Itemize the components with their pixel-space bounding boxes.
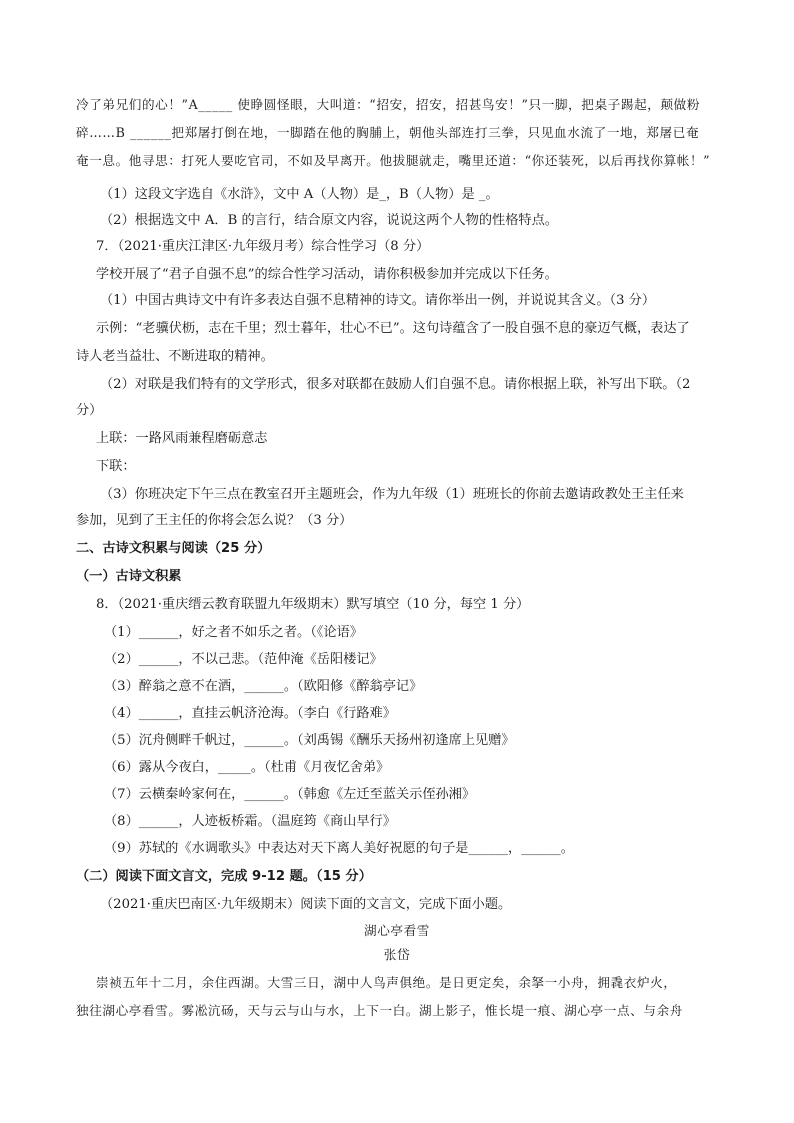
question-7-part-2-line-2: 分）: [76, 403, 103, 418]
question-8-item-1: （1）______，好之者不如乐之者。（《论语》: [104, 625, 363, 640]
question-7-example-line-2: 诗人老当益壮、不断进取的精神。: [76, 349, 274, 364]
section-2-part-2-heading: （二）阅读下面文言文，完成 9-12 题。（15 分）: [76, 869, 372, 884]
question-7-part-3-line-1: （3）你班决定下午三点在教室召开主题班会，作为九年级（1）班班长的你前去邀请政教处王主任来: [100, 487, 684, 502]
passage-line-2: 碎……B ______把郑屠打倒在地，一脚踏在他的胸脯上，朝他头部连打三拳，只见血水流了一地，郑屠已奄: [76, 125, 700, 140]
couplet-upper-line: 上联：一路风雨兼程磨砺意志: [96, 431, 268, 446]
question-8-item-6: （6）露从今夜白，_____。（杜甫《月夜忆舍弟》: [104, 760, 390, 775]
question-8-item-9: （9）苏轼的《水调歌头》中表达对天下离人美好祝愿的句子是______，______。: [104, 841, 574, 856]
question-8-item-4: （4）______，直挂云帆济沧海。（李白《行路难》: [104, 706, 396, 721]
question-8-item-8: （8）______，人迹板桥霜。（温庭筠《商山早行》: [104, 814, 396, 829]
question-7-heading: 7．（2021·重庆江津区·九年级月考）综合性学习（8 分）: [96, 239, 430, 254]
couplet-lower-line: 下联：: [96, 459, 136, 474]
question-7-part-1: （1）中国古典诗文中有许多表达自强不息精神的诗文。请你举出一例，并说说其含义。（3 分）: [100, 293, 656, 308]
question-8-heading: 8．（2021·重庆缙云教育联盟九年级期末）默写填空（10 分，每空 1 分）: [96, 597, 530, 612]
article-author: 张岱: [383, 947, 411, 962]
question-7-intro: 学校开展了“君子自强不息”的综合性学习活动，请你积极参加并完成以下任务。: [96, 267, 558, 282]
passage-line-1: 冷了弟兄们的心！”A_____ 使睁圆怪眼，大叫道：“招安，招安，招甚鸟安！”只一脚，把桌子踢起，颠做粉: [76, 97, 701, 112]
article-title: 湖心亭看雪: [364, 923, 430, 938]
question-7-example-line-1: 示例：“老骥伏枥，志在千里；烈士暮年，壮心不已”。这句诗蕴含了一股自强不息的豪迈气概，表达了: [96, 321, 690, 336]
article-text-line-2: 独往湖心亭看雪。雾凇沆砀，天与云与山与水，上下一白。湖上影子，惟长堤一痕、湖心亭一点、与余舟: [76, 1003, 683, 1018]
section-2-title: 二、古诗文积累与阅读（25 分）: [76, 541, 271, 556]
question-8-item-7: （7）云横秦岭家何在，______。（韩愈《左迁至蓝关示侄孙湘》: [104, 787, 476, 802]
section-2-part-1-heading: （一）古诗文积累: [76, 569, 182, 584]
passage-line-3: 奄一息。他寻思：打死人要吃官司，不如及早离开。他拔腿就走，嘴里还道：“你还装死，以后再找你算帐！”: [76, 153, 711, 168]
question-8-item-5: （5）沉舟侧畔千帆过，______。（刘禹锡《酬乐天扬州初逢席上见赠》: [104, 733, 515, 748]
article-text-line-1: 崇祯五年十二月，余住西湖。大雪三日，湖中人鸟声俱绝。是日更定矣，余拏一小舟，拥毳衣炉火，: [96, 975, 677, 990]
question-6-part-2: （2）根据选文中 A．B 的言行，结合原文内容，说说这两个人物的性格特点。: [100, 213, 558, 228]
question-8-item-3: （3）醉翁之意不在酒，______。（欧阳修《醉翁亭记》: [104, 679, 423, 694]
reading-source-note: （2021·重庆巴南区·九年级期末）阅读下面的文言文，完成下面小题。: [100, 897, 512, 912]
question-7-part-2-line-1: （2）对联是我们特有的文学形式，很多对联都在鼓励人们自强不息。请你根据上联，补写出下联。（2: [100, 377, 691, 392]
question-7-part-3-line-2: 参加，见到了王主任的你将会怎么说？（3 分）: [76, 513, 353, 528]
question-6-part-1: （1）这段文字选自《水浒》，文中 A（人物）是_，B（人物）是 _。: [100, 187, 499, 202]
question-8-item-2: （2）______，不以己悲。（范仲淹《岳阳楼记》: [104, 652, 383, 667]
